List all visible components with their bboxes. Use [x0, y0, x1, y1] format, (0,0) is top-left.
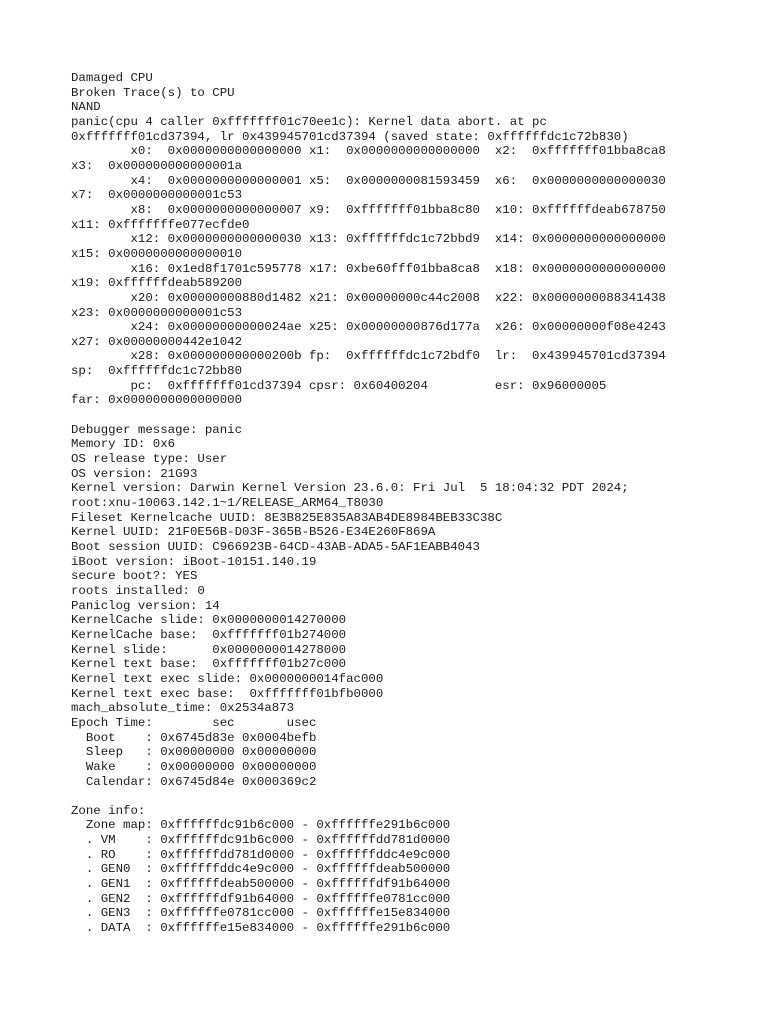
log-line: roots installed: 0	[71, 583, 205, 598]
log-line: sp: 0xffffffdc1c72bb80	[71, 364, 243, 379]
log-line: KernelCache base: 0xfffffff01b274000	[71, 627, 347, 642]
log-line: pc: 0xfffffff01cd37394 cpsr: 0x60400204 esr: 0x96000005	[71, 378, 607, 393]
log-line: x0: 0x0000000000000000 x1: 0x0000000000000000 x2: 0xfffffff01bba8ca8	[71, 144, 666, 159]
log-line: Broken Trace(s) to CPU	[71, 85, 235, 100]
log-line: x16: 0x1ed8f1701c595778 x17: 0xbe60fff01bba8ca8 x18: 0x0000000000000000	[71, 261, 666, 276]
log-line: x8: 0x0000000000000007 x9: 0xfffffff01bba8c80 x10: 0xffffffdeab678750	[71, 202, 666, 217]
log-line: Kernel text exec slide: 0x0000000014fac000	[71, 671, 384, 686]
log-line: Calendar: 0x6745d84e 0x000369c2	[71, 774, 317, 789]
log-line: iBoot version: iBoot-10151.140.19	[71, 554, 317, 569]
log-line: Kernel version: Darwin Kernel Version 23.6.0: Fri Jul 5 18:04:32 PDT 2024;	[71, 481, 629, 496]
log-line: x28: 0x000000000000200b fp: 0xffffffdc1c72bdf0 lr: 0x439945701cd37394	[71, 349, 666, 364]
log-line: x3: 0x000000000000001a	[71, 158, 243, 173]
log-line	[71, 408, 761, 423]
log-line: . GEN3 : 0xffffffe0781cc000 - 0xffffffe15e834000	[71, 906, 451, 921]
log-line: Kernel text base: 0xfffffff01b27c000	[71, 657, 347, 672]
log-line: Fileset Kernelcache UUID: 8E3B825E835A83AB4DE8984BEB33C38C	[71, 510, 503, 525]
log-line: x24: 0x00000000000024ae x25: 0x00000000876d177a x26: 0x00000000f08e4243	[71, 320, 666, 335]
log-line: . RO : 0xffffffdd781d0000 - 0xffffffddc4e9c000	[71, 847, 451, 862]
log-line: x27: 0x00000000442e1042	[71, 334, 243, 349]
log-line: Boot : 0x6745d83e 0x0004befb	[71, 730, 317, 745]
log-line: Epoch Time: sec usec	[71, 715, 317, 730]
log-line: mach_absolute_time: 0x2534a873	[71, 701, 295, 716]
log-line: Kernel text exec base: 0xfffffff01bfb0000	[71, 686, 384, 701]
log-line: OS release type: User	[71, 452, 228, 467]
log-line: Wake : 0x00000000 0x00000000	[71, 759, 317, 774]
log-line: Kernel UUID: 21F0E56B-D03F-365B-B526-E34E260F869A	[71, 525, 436, 540]
log-line: x12: 0x0000000000000030 x13: 0xffffffdc1c72bbd9 x14: 0x0000000000000000	[71, 232, 666, 247]
log-line: x20: 0x00000000880d1482 x21: 0x00000000c44c2008 x22: 0x0000000088341438	[71, 290, 666, 305]
log-line: x23: 0x0000000000001c53	[71, 305, 243, 320]
log-line: Damaged CPU	[71, 71, 153, 85]
log-line: . VM : 0xffffffdc91b6c000 - 0xffffffdd781d0000	[71, 833, 451, 848]
log-line	[71, 789, 761, 804]
log-line: . GEN1 : 0xffffffdeab500000 - 0xffffffdf91b64000	[71, 877, 451, 892]
log-line: Sleep : 0x00000000 0x00000000	[71, 745, 317, 760]
log-line: far: 0x0000000000000000	[71, 393, 243, 408]
log-line: Kernel slide: 0x0000000014278000	[71, 642, 347, 657]
log-line: KernelCache slide: 0x0000000014270000	[71, 613, 347, 628]
log-line: NAND	[71, 100, 101, 115]
log-line: secure boot?: YES	[71, 569, 198, 584]
log-line: . GEN0 : 0xffffffddc4e9c000 - 0xffffffdeab500000	[71, 862, 451, 877]
log-line: x15: 0x0000000000000010	[71, 246, 243, 261]
log-line: . DATA : 0xffffffe15e834000 - 0xffffffe291b6c000	[71, 921, 451, 936]
log-line: Memory ID: 0x6	[71, 437, 176, 452]
log-line: root:xnu-10063.142.1~1/RELEASE_ARM64_T8030	[71, 496, 384, 511]
log-line: OS version: 21G93	[71, 466, 198, 481]
log-line: x19: 0xffffffdeab589200	[71, 276, 243, 291]
log-line: Zone info:	[71, 803, 146, 818]
log-line: Boot session UUID: C966923B-64CD-43AB-ADA5-5AF1EABB4043	[71, 540, 480, 554]
log-line: . GEN2 : 0xffffffdf91b64000 - 0xffffffe0781cc000	[71, 891, 451, 906]
log-line: 0xfffffff01cd37394, lr 0x439945701cd37394 (saved state: 0xffffffdc1c72b830)	[71, 129, 629, 144]
log-line: Paniclog version: 14	[71, 598, 220, 613]
log-line: Debugger message: panic	[71, 422, 243, 437]
log-line: x4: 0x0000000000000001 x5: 0x0000000081593459 x6: 0x0000000000000030	[71, 173, 666, 188]
log-line: x7: 0x0000000000001c53	[71, 188, 243, 203]
log-line: panic(cpu 4 caller 0xfffffff01c70ee1c): Kernel data abort. at pc	[71, 114, 547, 129]
panic-log-text	[71, 71, 761, 936]
log-line: x11: 0xfffffffe077ecfde0	[71, 217, 250, 232]
log-line: Zone map: 0xffffffdc91b6c000 - 0xffffffe291b6c000	[71, 818, 451, 833]
